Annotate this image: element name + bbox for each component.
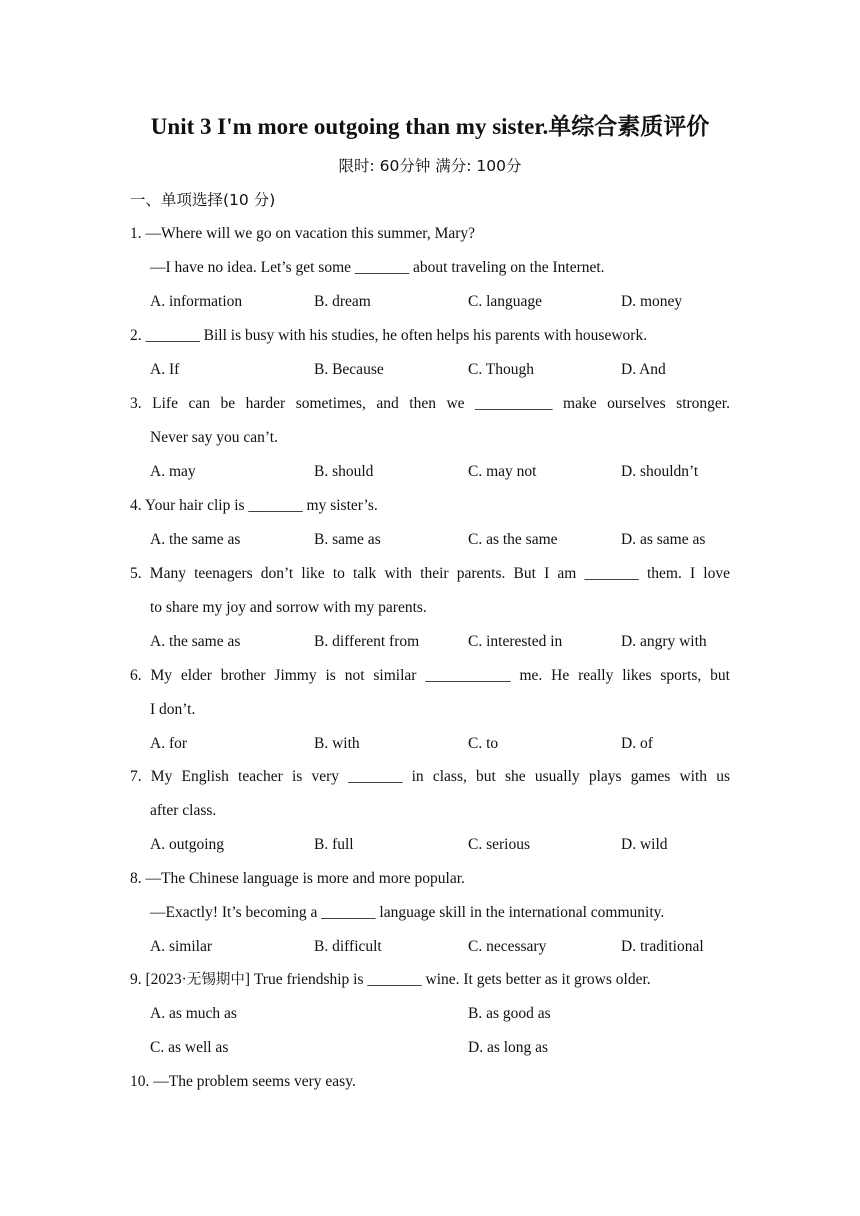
question-2-option-a: A. If xyxy=(150,361,180,378)
question-4-option-d: D. as same as xyxy=(621,531,706,548)
question-2-option-d: D. And xyxy=(621,361,666,378)
question-5-option-a: A. the same as xyxy=(150,633,241,650)
question-6-option-d: D. of xyxy=(621,735,653,752)
question-1-option-d: D. money xyxy=(621,293,683,310)
question-6-option-b: B. with xyxy=(314,735,360,752)
question-4-stem: 4. Your hair clip is _______ my sister’s. xyxy=(130,497,378,514)
question-5-option-b: B. different from xyxy=(314,633,420,650)
question-8-reply: —Exactly! It’s becoming a _______ language skill in the international community. xyxy=(150,904,665,921)
time-score-info: 限时: 60分钟 满分: 100分 xyxy=(338,157,522,175)
question-1-stem: 1. —Where will we go on vacation this summer, Mary? xyxy=(130,225,476,242)
question-2-option-b: B. Because xyxy=(314,361,384,378)
page-title: Unit 3 I'm more outgoing than my sister.单综合素质评价 xyxy=(150,114,710,139)
question-5-option-c: C. interested in xyxy=(468,633,563,650)
question-6-option-a: A. for xyxy=(150,735,188,752)
question-3-option-d: D. shouldn’t xyxy=(621,463,699,480)
question-7-option-a: A. outgoing xyxy=(150,836,225,853)
question-7-stem-cont: after class. xyxy=(150,802,217,819)
question-9-text: ] True friendship is _______ wine. It gets better as it grows older. xyxy=(244,971,651,988)
question-5-option-d: D. angry with xyxy=(621,633,707,650)
question-9-option-b: B. as good as xyxy=(468,1005,551,1022)
question-1-option-b: B. dream xyxy=(314,293,371,310)
question-6-option-c: C. to xyxy=(468,735,499,752)
question-8-stem: 8. —The Chinese language is more and more popular. xyxy=(130,870,465,887)
question-6-stem: 6. My elder brother Jimmy is not similar ___________ me. He really likes sports, but xyxy=(130,667,730,684)
question-9-option-a: A. as much as xyxy=(150,1005,237,1022)
question-3-option-c: C. may not xyxy=(468,463,537,480)
question-4-option-c: C. as the same xyxy=(468,531,558,548)
question-10-stem: 10. —The problem seems very easy. xyxy=(130,1073,356,1090)
question-9-source-tag: 无锡期中 xyxy=(186,972,245,988)
question-6-stem-cont: I don’t. xyxy=(150,701,196,718)
question-9-option-c: C. as well as xyxy=(150,1039,229,1056)
question-8-option-c: C. necessary xyxy=(468,938,547,955)
question-9-prefix: 9. [2023· xyxy=(130,971,187,988)
question-9-stem xyxy=(130,968,730,992)
question-4-option-a: A. the same as xyxy=(150,531,241,548)
question-2-option-c: C. Though xyxy=(468,361,535,378)
question-5-stem-cont: to share my joy and sorrow with my parents. xyxy=(150,599,427,616)
question-8-option-b: B. difficult xyxy=(314,938,382,955)
question-7-option-d: D. wild xyxy=(621,836,668,853)
section-heading: 一、单项选择(10 分) xyxy=(130,191,276,209)
question-1-option-a: A. information xyxy=(150,293,243,310)
question-7-option-b: B. full xyxy=(314,836,354,853)
question-3-stem: 3. Life can be harder sometimes, and then we __________ make ourselves stronger. xyxy=(130,395,730,412)
question-1-reply: —I have no idea. Let’s get some _______ about traveling on the Internet. xyxy=(150,259,605,276)
question-8-option-d: D. traditional xyxy=(621,938,704,955)
question-3-option-b: B. should xyxy=(314,463,374,480)
question-8-option-a: A. similar xyxy=(150,938,212,955)
question-4-option-b: B. same as xyxy=(314,531,381,548)
question-2-stem: 2. _______ Bill is busy with his studies, he often helps his parents with housework. xyxy=(130,327,648,344)
question-5-stem: 5. Many teenagers don’t like to talk with their parents. But I am _______ them. I love xyxy=(130,565,730,582)
question-9-option-d: D. as long as xyxy=(468,1039,549,1056)
question-7-option-c: C. serious xyxy=(468,836,530,853)
question-3-stem-cont: Never say you can’t. xyxy=(150,429,278,446)
question-1-option-c: C. language xyxy=(468,293,543,310)
question-7-stem: 7. My English teacher is very _______ in class, but she usually plays games with us xyxy=(130,768,730,785)
question-3-option-a: A. may xyxy=(150,463,196,480)
